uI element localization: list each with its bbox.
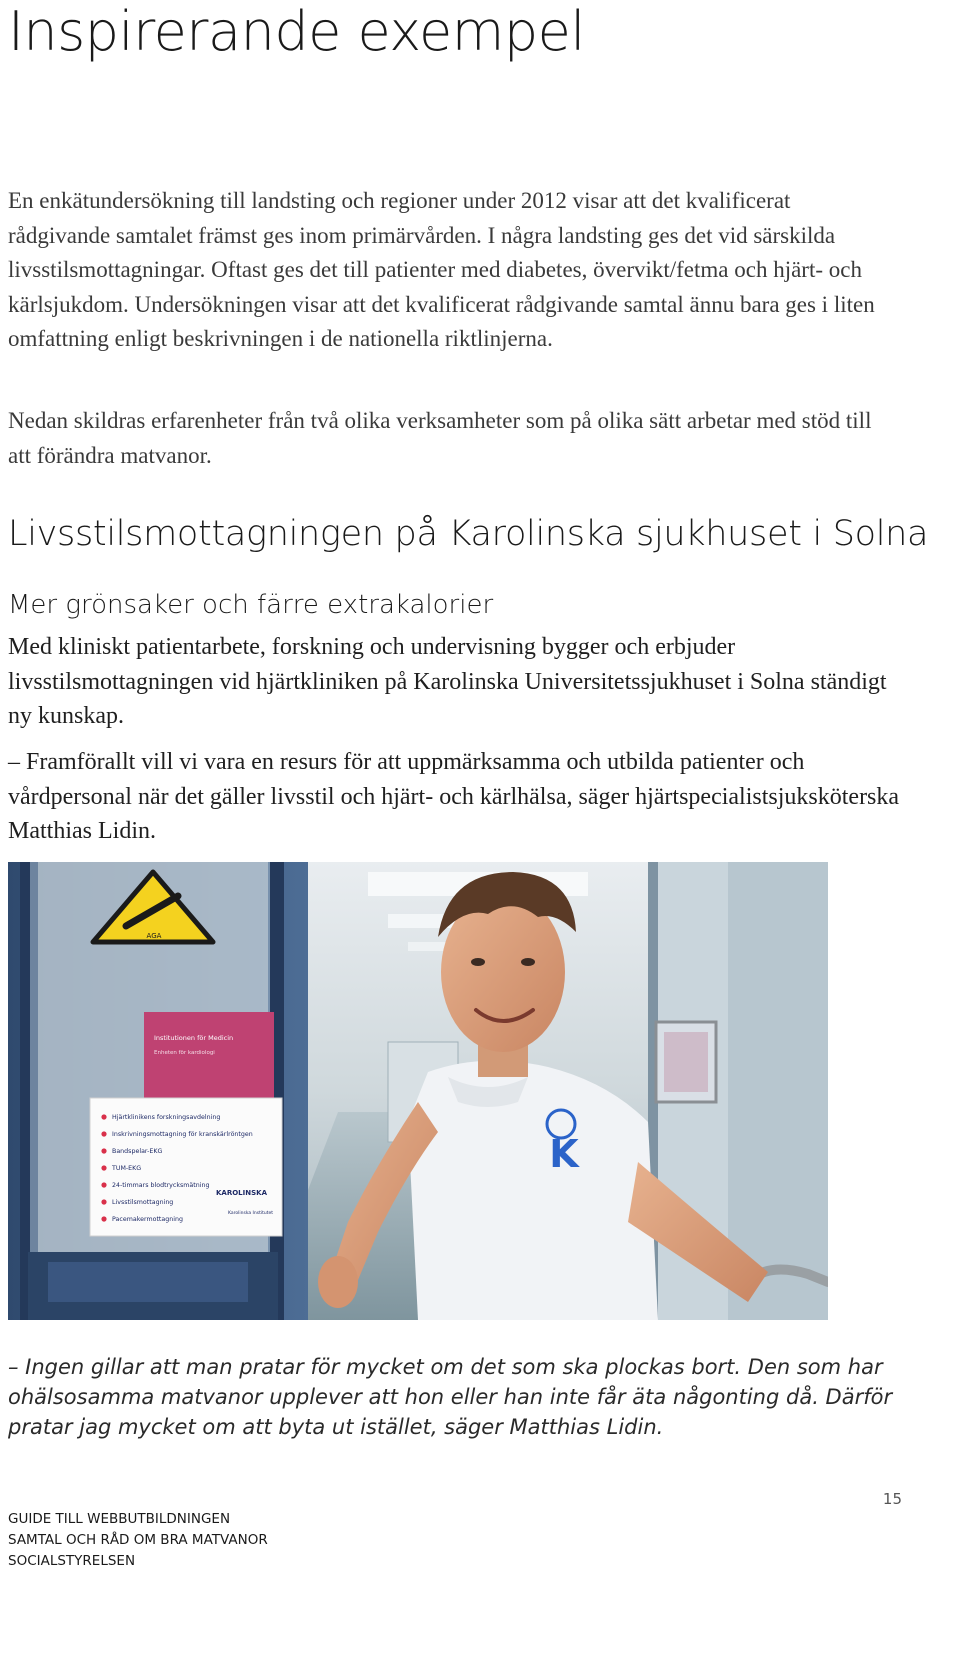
notice-item: Pacemakermottagning — [112, 1216, 183, 1223]
notice-item: 24-timmars blodtrycksmätning — [112, 1182, 210, 1189]
section-paragraph-2: – Framförallt vill vi vara en resurs för att uppmärksamma och utbilda patienter och vårdpersonal när det gäller livsstil och hjärt- och kärlhälsa, säger hjärtspecialistsjuksköterska Matthias Lidin. — [8, 749, 900, 844]
notice-logo-secondary: Karolinska Institutet — [228, 1211, 273, 1216]
photo-matthias-lidin — [8, 862, 828, 1320]
notice-logo: KAROLINSKA — [216, 1189, 267, 1197]
warning-sign-text: AGA — [146, 932, 162, 940]
notice-item: Livsstilsmottagning — [112, 1199, 174, 1206]
footer-line-title: SAMTAL OCH RÅD OM BRA MATVANOR — [8, 1532, 268, 1548]
section-heading: Livsstilsmottagningen på Karolinska sjukhuset i Solna — [8, 514, 929, 554]
page-title: Inspirerande exempel — [8, 0, 585, 63]
footer — [8, 1509, 268, 1572]
notice-item: Bandspelar-EKG — [112, 1148, 163, 1155]
intro-paragraph-2: Nedan skildras erfarenheter från två olika verksamheter som på olika sätt arbetar med stöd till att förändra matvanor. — [8, 408, 872, 468]
footer-line-guide: GUIDE TILL WEBBUTBILDNINGEN — [8, 1511, 231, 1527]
shirt-logo-letter: K — [549, 1132, 579, 1176]
sign-header: Institutionen för Medicin — [154, 1034, 234, 1042]
footer-line-publisher: SOCIALSTYRELSEN — [8, 1553, 136, 1569]
notice-item: TUM-EKG — [112, 1165, 142, 1172]
page-number: 15 — [882, 1490, 902, 1508]
notice-item: Inskrivningsmottagning för kranskärlröntgen — [112, 1131, 253, 1138]
notice-item: Hjärtklinikens forskningsavdelning — [112, 1114, 221, 1121]
intro-paragraph-1: En enkätundersökning till landsting och regioner under 2012 visar att det kvalificerat rådgivande samtalet främst ges inom primärvården. I några landsting ges det vid särskilda livsstilsmottagningar. Oftast ges det till patienter med diabetes, övervikt/fetma och hjärt- och kärlsjukdom. Undersökningen visar att det kvalificerat rådgivande samtal ännu bara ges i liten omfattning enligt beskrivningen i de nationella riktlinjerna. — [8, 188, 875, 351]
photo-caption: – Ingen gillar att man pratar för mycket om det som ska plockas bort. Den som har ohälsosamma matvanor upplever att hon eller han inte får äta någonting då. Därför pratar jag mycket om att byta ut istället, säger Matthias Lidin. — [8, 1355, 893, 1439]
section-paragraph-1: Med kliniskt patientarbete, forskning och undervisning bygger och erbjuder livsstilsmottagningen vid hjärtkliniken på Karolinska Universitetssjukhuset i Solna ständigt ny kunskap. — [8, 634, 887, 729]
sub-heading: Mer grönsaker och färre extrakalorier — [8, 590, 494, 620]
sign-subheader: Enheten för kardiologi — [154, 1050, 215, 1056]
photo-illustration — [8, 862, 828, 1320]
